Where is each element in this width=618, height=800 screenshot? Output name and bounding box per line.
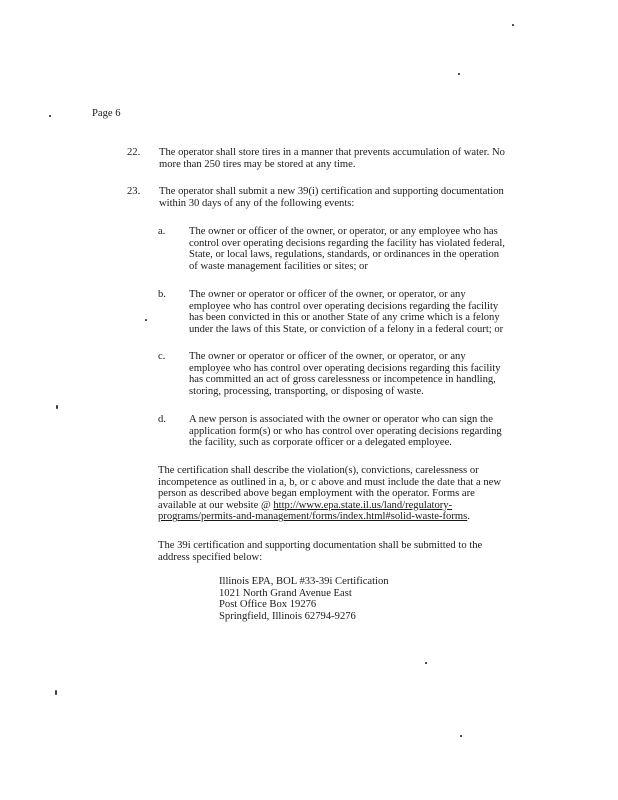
subitem-a-letter: a. [158,226,166,237]
scan-speck [145,319,147,321]
text-line: The owner or officer of the owner, or operator, or any employee who has [189,226,498,237]
item-22-number: 22. [127,147,141,158]
scan-speck [425,662,427,664]
text-line: employee who has control over operating decisions regarding the facility [189,300,499,312]
text-line: State, or local laws, regulations, standards, or ordinances in the operation [189,249,500,261]
text-line: has been convicted in this or another State of any crime which is a felony [189,312,500,324]
text-line: has committed an act of gross carelessness or incompetence in handling, [189,374,496,386]
address-line: Post Office Box 19276 [219,599,317,611]
text-line: The operator shall store tires in a manner that prevents accumulation of water. No [159,147,505,158]
item-23-number: 23. [127,186,141,197]
text-line: more than 250 tires may be stored at any time. [159,158,356,170]
subitem-b-letter: b. [158,289,166,300]
text-line: the facility, such as corporate officer or a delegated employee. [189,437,452,449]
text-line [158,511,501,523]
text-line: within 30 days of any of the following events: [159,197,355,209]
address-line: 1021 North Grand Avenue East [219,587,352,599]
address-line: Illinois EPA, BOL #33-39i Certification [219,576,389,587]
subitem-d-text [189,414,502,449]
text-line: A new person is associated with the owner or operator who can sign the [189,414,493,425]
forms-website-link-part2[interactable]: programs/permits-and-management/forms/index.html#solid-waste-forms [158,511,468,523]
text-line: employee who has control over operating decisions regarding this facility [189,362,501,374]
item-23-text [159,186,504,209]
text-line: person as described above began employment with the operator. Forms are [158,488,475,500]
scan-speck [460,735,462,737]
text-line: incompetence as outlined in a, b, or c above and must include the date that a new [158,476,502,488]
text-line: The owner or operator or officer of the owner, or operator, or any [189,351,466,362]
text-line: storing, processing, transporting, or disposing of waste. [189,385,424,397]
submission-paragraph [158,540,482,563]
forms-website-link-part1[interactable]: http://www.epa.state.il.us/land/regulatory- [273,499,453,511]
text-line: The certification shall describe the violation(s), convictions, carelessness or [158,465,479,476]
link-suffix: . [467,511,470,523]
scan-speck [458,73,460,75]
text-line: The operator shall submit a new 39(i) certification and supporting documentation [159,186,504,197]
text-line: control over operating decisions regarding the facility has violated federal, [189,237,505,249]
subitem-d-letter: d. [158,414,166,425]
text-line: application form(s) or who has control over operating decisions regarding [189,425,502,437]
address-line: Springfield, Illinois 62794-9276 [219,610,356,622]
text-line: under the laws of this State, or conviction of a felony in a federal court; or [189,323,504,335]
text-line [158,500,501,512]
text-line: address specified below: [158,551,263,563]
subitem-c-letter: c. [158,351,166,362]
scan-speck [55,690,57,695]
scan-speck [49,115,51,117]
subitem-a-text [189,226,505,272]
subitem-c-text [189,351,501,397]
text-line: The 39i certification and supporting documentation shall be submitted to the [158,540,483,551]
link-prefix: available at our website @ [158,499,274,511]
item-22-text [159,147,505,170]
subitem-b-text [189,289,503,335]
mailing-address [219,576,389,622]
text-line: The owner or operator or officer of the owner, or operator, or any [189,289,466,300]
page-number: Page 6 [92,108,121,119]
scan-speck [512,24,514,26]
certification-paragraph [158,465,501,523]
text-line: of waste management facilities or sites; or [189,260,368,272]
scan-speck [56,405,58,409]
